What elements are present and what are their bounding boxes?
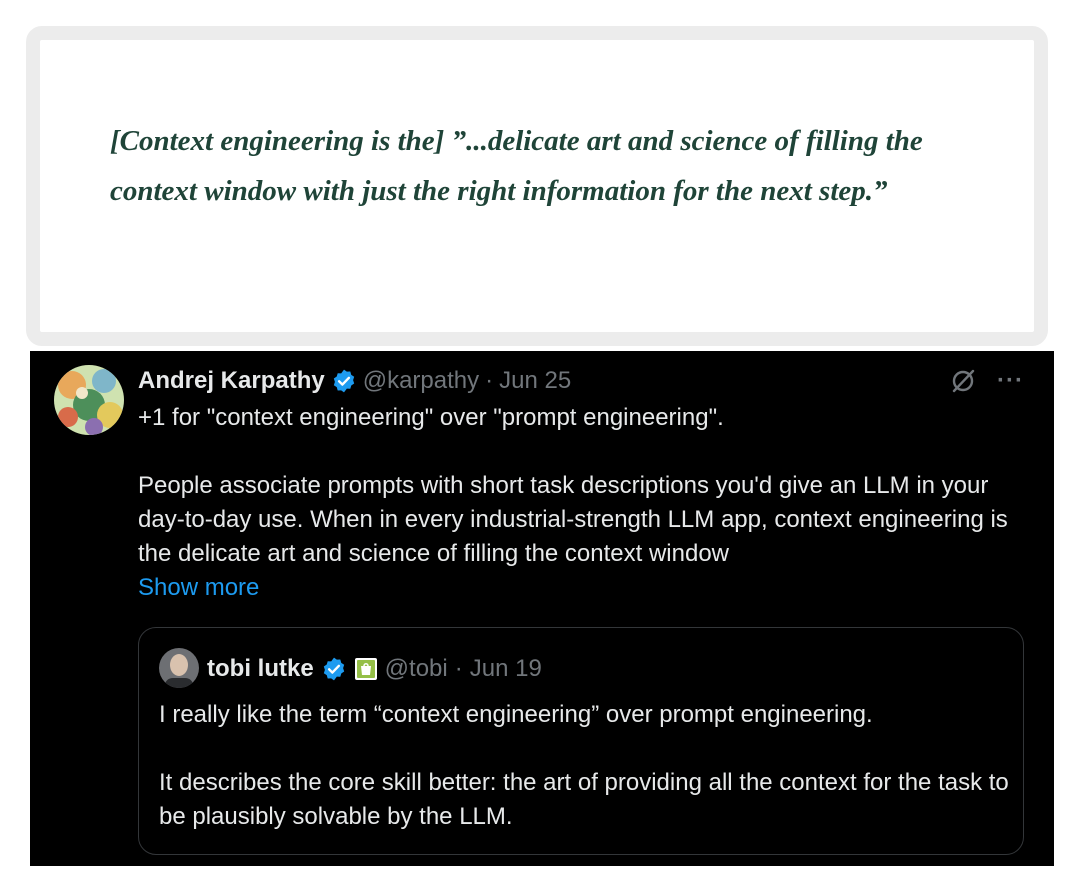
quoted-avatar[interactable] — [159, 648, 199, 688]
quoted-avatar-image — [159, 648, 199, 688]
quoted-line: It describes the core skill better: the art of providing all the context for the task to be plausibly solvable by the LLM. — [159, 769, 1009, 830]
tweet-line: +1 for "context engineering" over "prompt engineering". — [138, 404, 724, 431]
avatar[interactable] — [54, 365, 124, 435]
header-separator: · — [485, 367, 494, 394]
quoted-line: I really like the term “context engineering” over prompt engineering. — [159, 701, 873, 728]
author-handle[interactable]: @karpathy — [362, 367, 480, 394]
quoted-author-handle[interactable]: @tobi — [384, 655, 448, 682]
verified-badge-icon — [331, 368, 357, 394]
show-more-link[interactable]: Show more — [138, 574, 260, 601]
author-name[interactable]: Andrej Karpathy — [138, 367, 325, 394]
avatar-image — [54, 365, 124, 435]
tweet-text — [138, 401, 1038, 605]
quoted-author-name[interactable]: tobi lutke — [207, 655, 314, 682]
quoted-tweet-text — [159, 698, 1009, 834]
more-options-icon[interactable]: ··· — [997, 367, 1024, 394]
quote-text: [Context engineering is the] ”...delicate art and science of filling the context window with just the right information for the next step.” — [110, 125, 923, 207]
shopify-badge-icon — [354, 657, 378, 681]
verified-badge-icon — [321, 656, 347, 682]
grok-icon[interactable] — [949, 367, 977, 395]
quote-card — [26, 26, 1048, 346]
quoted-separator: · — [454, 655, 463, 682]
quoted-tweet-date[interactable]: Jun 19 — [469, 655, 542, 682]
tweet-date[interactable]: Jun 25 — [499, 367, 572, 394]
tweet-actions — [949, 367, 1024, 395]
tweet-header — [138, 365, 571, 397]
quoted-tweet-header — [207, 652, 542, 686]
tweet-line: People associate prompts with short task descriptions you'd give an LLM in your day-to-day use. When in every industrial-strength LLM app, context engineering is the delicate art and science of filling the context window — [138, 472, 1008, 567]
tweet-card[interactable] — [30, 351, 1054, 866]
quoted-tweet[interactable] — [138, 627, 1024, 855]
